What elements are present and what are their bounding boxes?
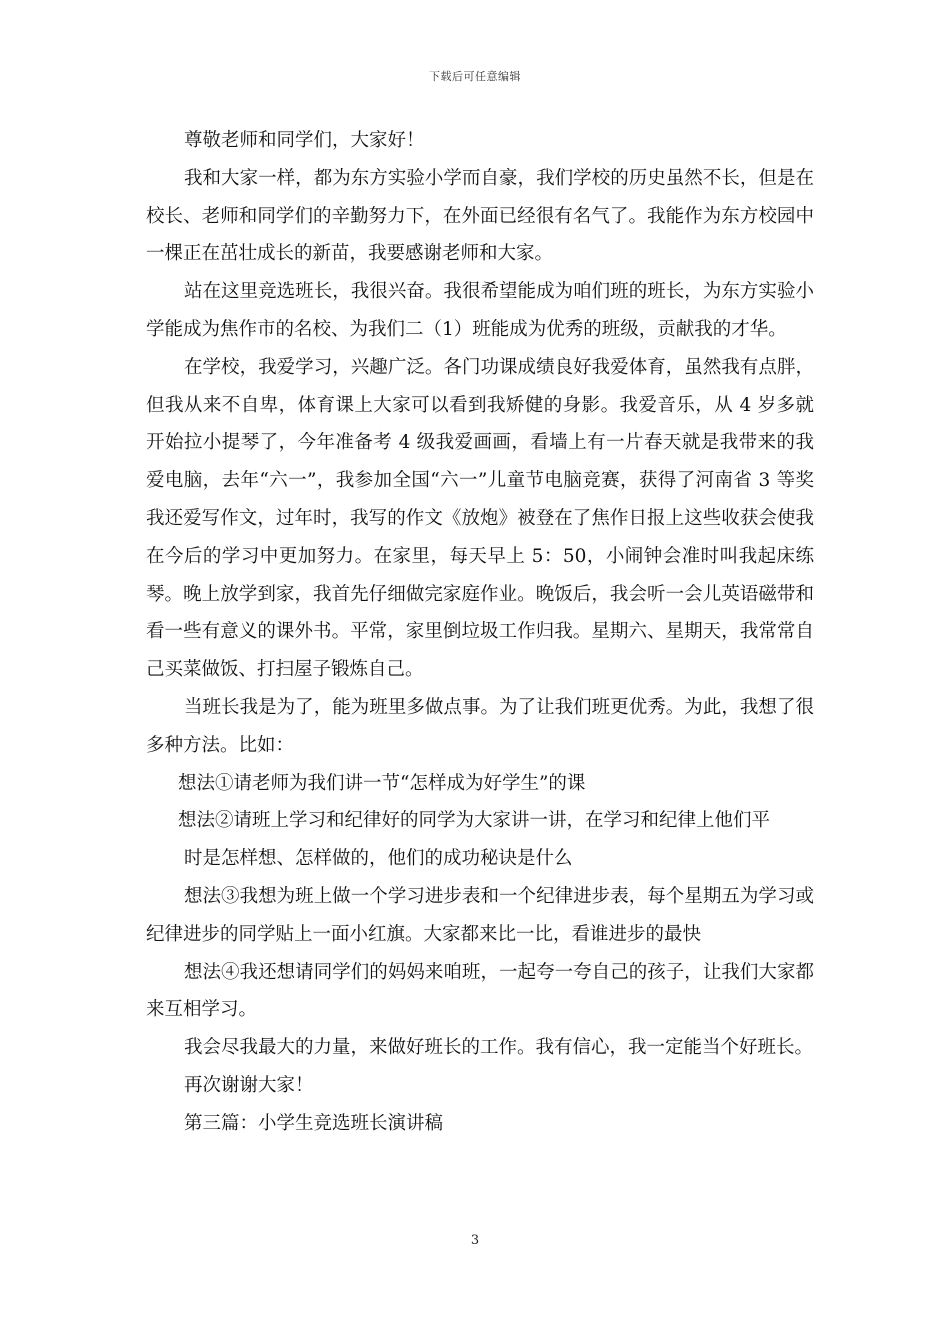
idea-4: 想法④我还想请同学们的妈妈来咱班，一起夸一夸自己的孩子，让我们大家都来互相学习。 xyxy=(146,961,814,1021)
paragraph-running-for-monitor: 站在这里竞选班长，我很兴奋。我很希望能成为咱们班的班长，为东方实验小学能成为焦作市的名校、为我们二（1）班能成为优秀的班级，贡献我的才华。 xyxy=(146,281,814,340)
paragraph-school-pride: 我和大家一样，都为东方实验小学而自豪，我们学校的历史虽然不长，但是在校长、老师和同学们的辛勤努力下，在外面已经很有名气了。我能作为东方校园中一棵正在茁壮成长的新苗，我要感谢老师和大家。 xyxy=(146,167,814,265)
document-body xyxy=(146,122,814,1143)
page-header-note: 下载后可任意编辑 xyxy=(429,70,521,83)
next-section-title: 第三篇：小学生竞选班长演讲稿 xyxy=(184,1112,444,1134)
paragraph-about-me: 在学校，我爱学习，兴趣广泛。各门功课成绩良好我爱体育，虽然我有点胖，但我从来不自卑，体育课上大家可以看到我矫健的身影。我爱音乐，从 4 岁多就开始拉小提琴了，今年准备考 4 级我爱画画，看墙上有一片春天就是我带来的我爱电脑，去年“六一”，我参加全国“六一”儿童节电脑竞赛，获得了河南省 3 等奖我还爱写作文，过年时，我写的作文《放炮》被登在了焦作日报上这些收获会使我在今后的学习中更加努力。在家里，每天早上 5：50，小闹钟会准时叫我起床练琴。晚上放学到家，我首先仔细做完家庭作业。晚饭后，我会听一会儿英语磁带和看一些有意义的课外书。平常，家里倒垃圾工作归我。星期六、星期天，我常常自己买菜做饭、打扫屋子锻炼自己。 xyxy=(146,356,814,681)
greeting-paragraph: 尊敬老师和同学们，大家好！ xyxy=(184,130,425,151)
page-number: 3 xyxy=(470,1233,480,1248)
idea-3: 想法③我想为班上做一个学习进步表和一个纪律进步表，每个星期五为学习或纪律进步的同学贴上一面小红旗。大家都来比一比，看谁进步的最快 xyxy=(146,885,814,945)
idea-2-line-2: 时是怎样想、怎样做的，他们的成功秘诀是什么 xyxy=(184,848,573,870)
paragraph-reason: 当班长我是为了，能为班里多做点事。为了让我们班更优秀。为此，我想了很多种方法。比如： xyxy=(146,696,814,756)
idea-2-line-1: 想法②请班上学习和纪律好的同学为大家讲一讲，在学习和纪律上他们平 xyxy=(178,810,771,832)
closing-thanks: 再次谢谢大家！ xyxy=(184,1074,314,1096)
idea-1: 想法①请老师为我们讲一节“怎样成为好学生”的课 xyxy=(178,772,586,794)
paragraph-commitment: 我会尽我最大的力量，来做好班长的工作。我有信心，我一定能当个好班长。 xyxy=(184,1037,814,1059)
